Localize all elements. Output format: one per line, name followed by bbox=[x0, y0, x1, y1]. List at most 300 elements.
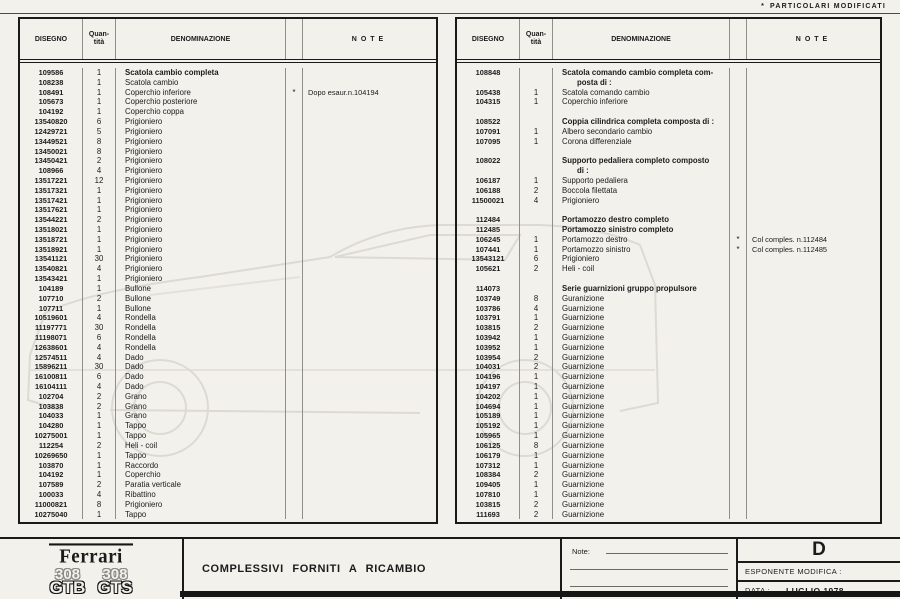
denominazione-cell: Prigioniero bbox=[115, 245, 285, 255]
left-table-body bbox=[20, 63, 436, 519]
table-row bbox=[20, 461, 436, 471]
table-row bbox=[20, 343, 436, 353]
quantita-cell: 1 bbox=[519, 372, 552, 382]
note-text-cell bbox=[746, 254, 880, 264]
quantita-cell: 1 bbox=[519, 235, 552, 245]
denominazione-cell: Prigioniero bbox=[115, 117, 285, 127]
note-star-cell bbox=[729, 402, 746, 412]
denominazione-cell: Grano bbox=[115, 402, 285, 412]
quantita-cell: 6 bbox=[82, 117, 115, 127]
denominazione-cell: Tappo bbox=[115, 451, 285, 461]
note-text-cell bbox=[746, 166, 880, 176]
note-text-cell bbox=[746, 470, 880, 480]
quantita-cell: 2 bbox=[82, 441, 115, 451]
disegno-cell: 103815 bbox=[475, 499, 501, 509]
table-row bbox=[20, 107, 436, 117]
quantita-cell: 6 bbox=[519, 254, 552, 264]
table-row bbox=[20, 304, 436, 314]
note-text-cell bbox=[746, 137, 880, 147]
disegno-cell: 108522 bbox=[475, 117, 501, 127]
disegno-cell bbox=[457, 147, 519, 157]
table-row bbox=[20, 78, 436, 88]
table-row bbox=[457, 78, 880, 88]
table-row bbox=[457, 264, 880, 274]
note-star-cell bbox=[729, 343, 746, 353]
disegno-cell: 13518021 bbox=[34, 225, 68, 234]
quantita-cell: 4 bbox=[519, 196, 552, 206]
note-star-cell bbox=[729, 127, 746, 137]
note-star-cell bbox=[285, 362, 302, 372]
note-star-cell bbox=[729, 411, 746, 421]
note-star-cell bbox=[285, 480, 302, 490]
quantita-cell: 1 bbox=[82, 88, 115, 98]
denominazione-cell: Coperchio bbox=[115, 470, 285, 480]
table-row bbox=[20, 205, 436, 215]
model-badge-308-gtb: 308 GTB bbox=[49, 565, 86, 597]
note-star-cell bbox=[729, 88, 746, 98]
note-star-cell bbox=[285, 196, 302, 206]
table-row bbox=[457, 353, 880, 363]
quantita-cell: 5 bbox=[82, 127, 115, 137]
disegno-cell: 11500021 bbox=[471, 195, 505, 205]
note-text-cell bbox=[302, 362, 436, 372]
table-row bbox=[20, 186, 436, 196]
table-row bbox=[20, 127, 436, 137]
disegno-cell: 13518721 bbox=[34, 234, 68, 244]
quantita-cell: 1 bbox=[519, 88, 552, 98]
quantita-cell: 8 bbox=[82, 147, 115, 157]
denominazione-cell: Prigioniero bbox=[115, 254, 285, 264]
quantita-cell: 1 bbox=[519, 313, 552, 323]
disegno-cell: 100033 bbox=[38, 489, 64, 499]
disegno-cell: 109586 bbox=[38, 68, 64, 77]
table-row bbox=[457, 107, 880, 117]
note-text-cell bbox=[746, 284, 880, 294]
disegno-cell: 112254 bbox=[38, 440, 64, 450]
denominazione-cell: Guarnizione bbox=[552, 480, 729, 490]
denominazione-cell: Prigioniero bbox=[115, 186, 285, 196]
note-star-cell bbox=[285, 284, 302, 294]
denominazione-cell: Prigioniero bbox=[115, 127, 285, 137]
quantita-cell: 1 bbox=[82, 470, 115, 480]
denominazione-cell: Tappo bbox=[115, 431, 285, 441]
quantita-cell bbox=[519, 78, 552, 88]
table-row bbox=[20, 235, 436, 245]
denominazione-cell: Guarnizione bbox=[552, 333, 729, 343]
disegno-cell: 10275040 bbox=[34, 509, 68, 519]
denominazione-cell: Raccordo bbox=[115, 461, 285, 471]
table-row bbox=[20, 353, 436, 363]
table-row bbox=[457, 235, 880, 245]
quantita-cell: 1 bbox=[519, 343, 552, 353]
denominazione-cell: Guarnizione bbox=[552, 392, 729, 402]
denominazione-cell: Guarnizione bbox=[552, 411, 729, 421]
note-text-cell bbox=[746, 362, 880, 372]
denominazione-cell: Rondella bbox=[115, 343, 285, 353]
quantita-cell: 2 bbox=[519, 353, 552, 363]
table-row bbox=[20, 97, 436, 107]
note-star-cell bbox=[729, 461, 746, 471]
disegno-cell: 106179 bbox=[475, 450, 501, 460]
disegno-cell: 108238 bbox=[38, 77, 64, 87]
quantita-cell bbox=[519, 284, 552, 294]
note-text-cell bbox=[302, 304, 436, 314]
note-star-cell: * bbox=[729, 235, 746, 245]
note-text-cell bbox=[746, 382, 880, 392]
note-star-cell bbox=[285, 107, 302, 117]
disegno-cell: 13517421 bbox=[34, 195, 68, 205]
quantita-cell: 4 bbox=[82, 490, 115, 500]
disegno-cell: 112484 bbox=[475, 215, 501, 225]
denominazione-cell: Prigioniero bbox=[115, 176, 285, 186]
denominazione-cell: Heli - coil bbox=[115, 441, 285, 451]
quantita-cell bbox=[519, 68, 552, 78]
denominazione-cell: Tappo bbox=[115, 421, 285, 431]
note-text-cell bbox=[746, 431, 880, 441]
denominazione-cell: Dado bbox=[115, 372, 285, 382]
note-text-cell bbox=[302, 441, 436, 451]
note-text-cell bbox=[302, 235, 436, 245]
note-star-cell bbox=[285, 254, 302, 264]
note-star-cell bbox=[729, 156, 746, 166]
note-text-cell bbox=[302, 147, 436, 157]
quantita-cell: 1 bbox=[519, 480, 552, 490]
table-row bbox=[457, 304, 880, 314]
note-star-cell bbox=[729, 392, 746, 402]
table-row bbox=[20, 510, 436, 520]
note-star-cell bbox=[285, 451, 302, 461]
note-star-cell bbox=[285, 343, 302, 353]
quantita-cell: 1 bbox=[519, 137, 552, 147]
denominazione-cell: Guarnizione bbox=[552, 431, 729, 441]
disegno-cell: 12574511 bbox=[34, 352, 68, 362]
disegno-cell: 108966 bbox=[38, 166, 64, 176]
disegno-cell: 13544221 bbox=[34, 215, 68, 225]
disegno-cell: 108022 bbox=[475, 156, 501, 166]
ferrari-logo: Ferrari bbox=[49, 543, 133, 568]
denominazione-cell: Rondella bbox=[115, 323, 285, 333]
table-row bbox=[20, 117, 436, 127]
table-row bbox=[457, 205, 880, 215]
quantita-cell bbox=[519, 117, 552, 127]
note-star-cell: * bbox=[729, 245, 746, 255]
column-header-quantita: Quan- tità bbox=[82, 19, 115, 59]
disegno-cell: 13543421 bbox=[34, 274, 68, 284]
note-text-cell bbox=[746, 107, 880, 117]
note-star-cell bbox=[729, 137, 746, 147]
disegno-cell bbox=[457, 274, 519, 284]
note-star-cell bbox=[729, 166, 746, 176]
quantita-cell: 1 bbox=[82, 451, 115, 461]
disegno-cell: 10269650 bbox=[34, 450, 68, 460]
note-star-cell bbox=[729, 107, 746, 117]
denominazione-cell: Dado bbox=[115, 362, 285, 372]
table-row bbox=[20, 284, 436, 294]
note-text-cell bbox=[302, 196, 436, 206]
quantita-cell bbox=[519, 215, 552, 225]
note-star-cell bbox=[285, 97, 302, 107]
note-star-cell bbox=[729, 441, 746, 451]
note-text-cell: Col comples. n.112484 bbox=[746, 235, 880, 245]
disegno-cell: 12638601 bbox=[34, 342, 68, 352]
note-star-cell bbox=[729, 421, 746, 431]
table-row bbox=[20, 372, 436, 382]
table-row bbox=[457, 68, 880, 78]
note-text-cell bbox=[746, 274, 880, 284]
quantita-cell bbox=[519, 205, 552, 215]
quantita-cell: 4 bbox=[82, 313, 115, 323]
denominazione-cell: Dado bbox=[115, 353, 285, 363]
table-row bbox=[457, 88, 880, 98]
quantita-cell: 1 bbox=[519, 431, 552, 441]
table-row bbox=[457, 117, 880, 127]
table-row bbox=[457, 392, 880, 402]
footer-note-section bbox=[562, 539, 736, 599]
note-text-cell bbox=[746, 117, 880, 127]
note-text-cell bbox=[302, 254, 436, 264]
disegno-cell: 13541121 bbox=[34, 254, 68, 264]
table-row bbox=[457, 225, 880, 235]
quantita-cell: 4 bbox=[82, 264, 115, 274]
disegno-cell: 104694 bbox=[475, 401, 501, 411]
note-text-cell bbox=[302, 284, 436, 294]
denominazione-cell: Guarnizione bbox=[552, 490, 729, 500]
column-header-star bbox=[729, 19, 746, 59]
note-text-cell bbox=[746, 500, 880, 510]
disegno-cell: 107711 bbox=[38, 303, 64, 313]
column-header-star bbox=[285, 19, 302, 59]
disegno-cell: 103942 bbox=[475, 332, 501, 342]
denominazione-cell: Guarnizione bbox=[552, 421, 729, 431]
quantita-cell: 4 bbox=[82, 166, 115, 176]
table-row bbox=[457, 313, 880, 323]
note-star-cell bbox=[285, 245, 302, 255]
denominazione-cell: Prigioniero bbox=[115, 156, 285, 166]
denominazione-cell: Guarnizione bbox=[552, 343, 729, 353]
denominazione-cell bbox=[552, 274, 729, 284]
note-text-cell bbox=[746, 451, 880, 461]
denominazione-cell: Scatola comando cambio completa com- bbox=[552, 68, 729, 78]
denominazione-cell: Prigioniero bbox=[115, 264, 285, 274]
denominazione-cell: Tappo bbox=[115, 510, 285, 520]
note-text-cell bbox=[302, 156, 436, 166]
denominazione-cell: Grano bbox=[115, 392, 285, 402]
note-star-cell bbox=[285, 304, 302, 314]
denominazione-cell: Paratia verticale bbox=[115, 480, 285, 490]
table-row bbox=[20, 362, 436, 372]
disegno-cell: 12429721 bbox=[34, 126, 68, 136]
note-text-cell bbox=[302, 137, 436, 147]
page-top-rule bbox=[0, 13, 900, 14]
note-text-cell bbox=[746, 461, 880, 471]
note-star-cell bbox=[729, 284, 746, 294]
disegno-cell: 106188 bbox=[475, 185, 501, 195]
note-text-cell bbox=[746, 147, 880, 157]
denominazione-cell: Supporto pedaliera completo composto bbox=[552, 156, 729, 166]
quantita-cell: 2 bbox=[519, 510, 552, 520]
disegno-cell: 103749 bbox=[475, 293, 501, 303]
disegno-cell: 13450421 bbox=[34, 156, 68, 166]
disegno-cell: 103815 bbox=[475, 323, 501, 333]
note-text-cell bbox=[746, 215, 880, 225]
quantita-cell: 1 bbox=[82, 107, 115, 117]
note-text-cell bbox=[302, 176, 436, 186]
quantita-cell: 1 bbox=[82, 97, 115, 107]
quantita-cell: 1 bbox=[82, 196, 115, 206]
note-text-cell bbox=[302, 107, 436, 117]
quantita-cell: 6 bbox=[82, 372, 115, 382]
column-header-denominazione: DENOMINAZIONE bbox=[552, 19, 729, 59]
note-star-cell bbox=[729, 186, 746, 196]
disegno-cell: 104202 bbox=[475, 391, 501, 401]
note-text-cell bbox=[746, 421, 880, 431]
note-text-cell bbox=[746, 313, 880, 323]
denominazione-cell: Guarnizione bbox=[552, 372, 729, 382]
table-row bbox=[457, 451, 880, 461]
note-text-cell bbox=[746, 68, 880, 78]
note-star-cell bbox=[729, 68, 746, 78]
note-ruled-line bbox=[570, 569, 728, 570]
disegno-cell: 103954 bbox=[475, 352, 501, 362]
table-row bbox=[20, 323, 436, 333]
disegno-cell: 105673 bbox=[38, 97, 64, 107]
table-row bbox=[457, 245, 880, 255]
footer-band bbox=[0, 537, 900, 599]
note-text-cell bbox=[746, 205, 880, 215]
note-text-cell bbox=[302, 264, 436, 274]
table-row bbox=[457, 284, 880, 294]
denominazione-cell: Scatola comando cambio bbox=[552, 88, 729, 98]
note-text-cell bbox=[302, 245, 436, 255]
disegno-cell: 13517321 bbox=[34, 185, 68, 195]
note-star-cell bbox=[285, 176, 302, 186]
note-text-cell bbox=[302, 333, 436, 343]
disegno-cell: 102704 bbox=[38, 391, 64, 401]
table-row bbox=[20, 196, 436, 206]
quantita-cell: 1 bbox=[82, 284, 115, 294]
table-row bbox=[457, 411, 880, 421]
note-text-cell bbox=[302, 392, 436, 402]
note-star-cell bbox=[285, 402, 302, 412]
quantita-cell: 4 bbox=[82, 353, 115, 363]
disegno-cell bbox=[457, 78, 519, 88]
denominazione-cell: Prigioniero bbox=[115, 274, 285, 284]
quantita-cell bbox=[519, 225, 552, 235]
disegno-cell: 16104111 bbox=[34, 382, 68, 391]
note-text-cell bbox=[746, 156, 880, 166]
column-header-note: NOTE bbox=[746, 19, 880, 59]
disegno-cell: 104280 bbox=[38, 421, 64, 431]
disegno-cell: 106187 bbox=[475, 175, 501, 185]
page-title: COMPLESSIVI FORNITI A RICAMBIO bbox=[202, 563, 427, 575]
note-star-cell bbox=[729, 313, 746, 323]
denominazione-cell: Guarnizione bbox=[552, 313, 729, 323]
denominazione-cell: Portamozzo destro completo bbox=[552, 215, 729, 225]
note-star-cell bbox=[729, 353, 746, 363]
disegno-cell: 13543121 bbox=[471, 254, 505, 264]
quantita-cell: 2 bbox=[519, 264, 552, 274]
denominazione-cell: Grano bbox=[115, 411, 285, 421]
note-text-cell bbox=[746, 186, 880, 196]
table-row bbox=[20, 156, 436, 166]
denominazione-cell: di : bbox=[552, 166, 729, 176]
note-star-cell bbox=[729, 254, 746, 264]
denominazione-cell bbox=[552, 205, 729, 215]
note-star-cell bbox=[729, 480, 746, 490]
table-row bbox=[457, 500, 880, 510]
quantita-cell: 1 bbox=[519, 411, 552, 421]
quantita-cell: 6 bbox=[82, 333, 115, 343]
note-star-cell bbox=[729, 78, 746, 88]
quantita-cell: 4 bbox=[82, 382, 115, 392]
quantita-cell: 1 bbox=[519, 245, 552, 255]
table-row bbox=[20, 500, 436, 510]
column-header-note: NOTE bbox=[302, 19, 436, 59]
disegno-cell: 107441 bbox=[475, 244, 501, 254]
parts-table-left bbox=[18, 17, 438, 524]
note-text-cell bbox=[746, 372, 880, 382]
disegno-cell bbox=[457, 205, 519, 215]
disegno-cell: 105189 bbox=[475, 411, 501, 421]
note-text-cell bbox=[746, 323, 880, 333]
denominazione-cell: Scatola cambio completa bbox=[115, 68, 285, 78]
note-star-cell bbox=[729, 274, 746, 284]
note-star-cell bbox=[729, 490, 746, 500]
note-text-cell bbox=[302, 97, 436, 107]
table-row bbox=[20, 490, 436, 500]
denominazione-cell: Prigioniero bbox=[115, 500, 285, 510]
note-star-cell bbox=[729, 264, 746, 274]
table-row bbox=[457, 127, 880, 137]
note-text-cell bbox=[746, 490, 880, 500]
table-row bbox=[457, 333, 880, 343]
denominazione-cell: Serie guarnizioni gruppo propulsore bbox=[552, 284, 729, 294]
note-text-cell bbox=[746, 392, 880, 402]
note-star-cell bbox=[285, 500, 302, 510]
note-star-cell bbox=[729, 147, 746, 157]
note-text-cell bbox=[302, 117, 436, 127]
note-text-cell bbox=[746, 304, 880, 314]
note-text-cell bbox=[746, 402, 880, 412]
quantita-cell: 1 bbox=[519, 97, 552, 107]
denominazione-cell: Scatola cambio bbox=[115, 78, 285, 88]
quantita-cell: 8 bbox=[82, 137, 115, 147]
denominazione-cell: Guarnizione bbox=[552, 304, 729, 314]
table-row bbox=[20, 147, 436, 157]
denominazione-cell bbox=[552, 107, 729, 117]
note-star-cell bbox=[285, 323, 302, 333]
note-star-cell bbox=[285, 147, 302, 157]
quantita-cell: 2 bbox=[82, 480, 115, 490]
note-star-cell bbox=[729, 205, 746, 215]
note-star-cell bbox=[285, 186, 302, 196]
table-row bbox=[457, 323, 880, 333]
disegno-cell: 15896211 bbox=[34, 362, 68, 372]
note-text-cell bbox=[302, 166, 436, 176]
denominazione-cell: Prigioniero bbox=[115, 205, 285, 215]
quantita-cell: 1 bbox=[519, 392, 552, 402]
note-star-cell bbox=[729, 176, 746, 186]
quantita-cell: 1 bbox=[82, 205, 115, 215]
note-star-cell bbox=[729, 382, 746, 392]
note-star-cell bbox=[285, 441, 302, 451]
denominazione-cell: Prigioniero bbox=[115, 215, 285, 225]
quantita-cell: 4 bbox=[519, 304, 552, 314]
note-text-cell bbox=[302, 510, 436, 520]
note-star-cell bbox=[285, 264, 302, 274]
quantita-cell: 1 bbox=[82, 225, 115, 235]
note-text-cell bbox=[302, 186, 436, 196]
